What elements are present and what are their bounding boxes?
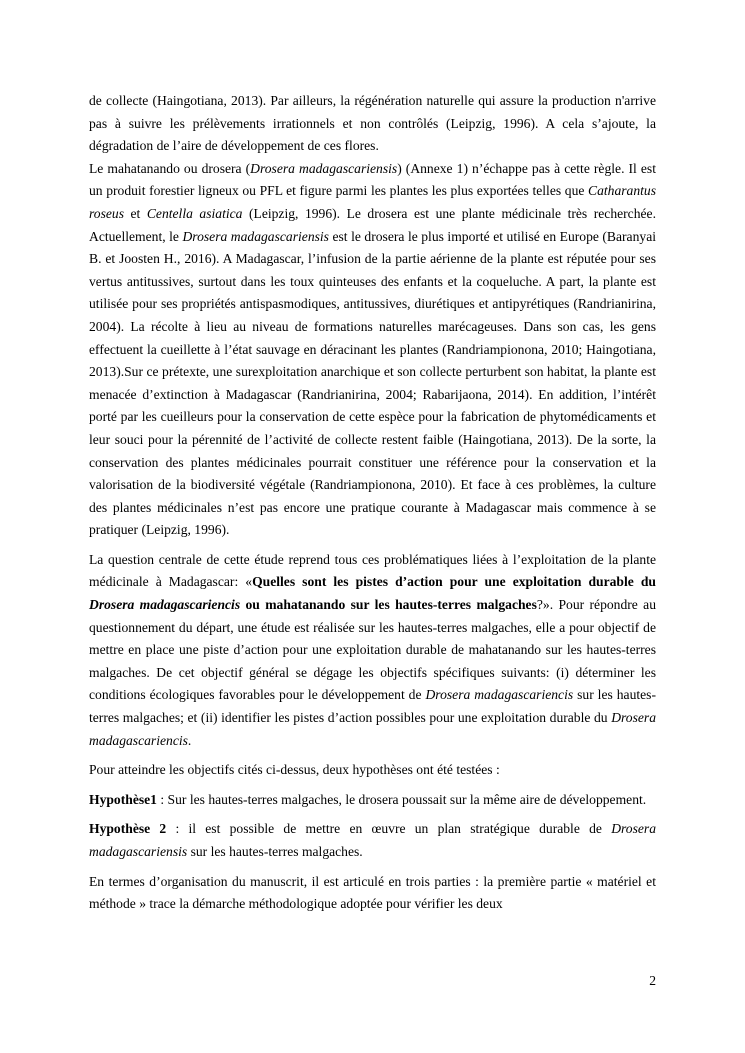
paragraph-organisation: En termes d’organisation du manuscrit, il est articulé en trois parties : la première partie « matériel et méthode » trace la démarche méthodologique adoptée pour vérifier les deux bbox=[89, 873, 656, 912]
paragraph-hypothesis-2: Hypothèse 2 : il est possible de mettre en œuvre un plan stratégique durable de Drosera madagascariensis sur les hautes-terres malgaches. bbox=[89, 821, 656, 859]
body-text bbox=[89, 90, 656, 916]
paragraph-hypothesis-1: Hypothèse1 : Sur les hautes-terres malgaches, le drosera poussait sur la même aire de développement. bbox=[89, 791, 647, 807]
paragraph-3: La question centrale de cette étude reprend tous ces problématiques liées à l’exploitation de la plante médicinale à Madagascar: «Quelles sont les pistes d’action pour une exploitation durable du Drosera madagascariencis ou mahatanando sur les hautes-terres malgaches?». Pour répondre au questionnement du départ, une étude est réalisée sur les hautes-terres malgaches, elle a pour objectif de mettre en place une piste d’action pour une exploitation durable de mahatanando sur les hautes-terres malgaches. De cet objectif général se dégage les objectifs spécifiques suivants: (i) déterminer les conditions écologiques favorables pour le développement de Drosera madagascariencis sur les hautes-terres malgaches; et (ii) identifier les pistes d’action possibles pour une exploitation durable du Drosera madagascariencis. bbox=[89, 551, 657, 748]
paragraph-1: de collecte (Haingotiana, 2013). Par ailleurs, la régénération naturelle qui assure la production n'arrive pas à suivre les prélèvements irrationnels et non contrôlés (Leipzig, 1996). A cela s’ajoute, la dégradation de l’aire de développement de ces flores. bbox=[89, 93, 656, 154]
paragraph-2: Le mahatanando ou drosera (Drosera madagascariensis) (Annexe 1) n’échappe pas à cette règle. Il est un produit forestier ligneux ou PFL et figure parmi les plantes les plus exportées telles que Catharantus roseus et Centella asiatica (Leipzig, 1996). Le drosera est une plante médicinale très recherchée. Actuellement, le Drosera madagascariensis est le drosera le plus importé et utilisé en Europe (Baranyai B. et Joosten H., 2016). A Madagascar, l’infusion de la partie aérienne de la plante est réputée pour ses vertus antitussives, surtout dans les toux quinteuses des enfants et la coqueluche. A part, la plante est utilisée pour ses propriétés antispasmodiques, antitussives, diurétiques et antipyrétiques (Randrianirina, 2004). La récolte à lieu au niveau de formations naturelles marécageuses. Dans son cas, les gens effectuent la cueillette à l’état sauvage en déracinant les plantes (Randriampiononа, 2010; Haingotiana, 2013).Sur ce prétexte, une surexploitation anarchique et son collecte perturbent son habitat, la plante est menacée d’extinction à Madagascar (Randrianirina, 2004; Rabarijaona, 2014). En addition, l’intérêt porté par les cueilleurs pour la conservation de cette espèce pour la fabrication de phytomédicaments et leur souci pour la pérennité de l’activité de collecte restent faible (Haingotiana, 2013). De la sorte, la conservation des plantes médicinales pourrait constituer une référence pour la conservation et la valorisation de la biodiversité végétale (Randriampiononа, 2010). Et face à ces problèmes, la culture des plantes médicinales n’est pas encore une pratique courante à Madagascar mais commence à se pratiquer (Leipzig, 1996). bbox=[89, 160, 656, 538]
page-number: 2 bbox=[649, 973, 656, 988]
paragraph-4: Pour atteindre les objectifs cités ci-dessus, deux hypothèses ont été testées : bbox=[89, 762, 500, 778]
